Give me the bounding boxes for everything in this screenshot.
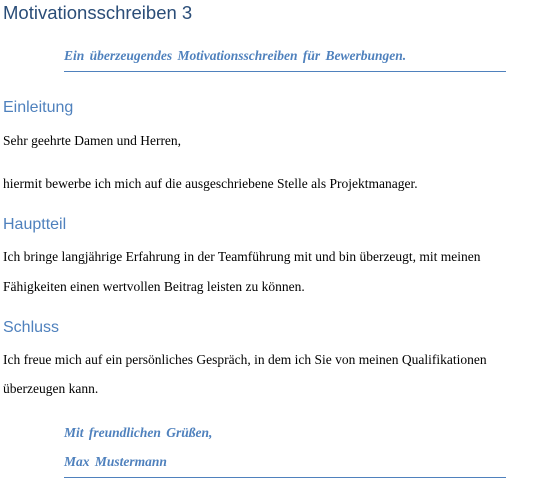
document-title: Motivationsschreiben 3 bbox=[3, 2, 193, 23]
salutation-text: Sehr geehrte Damen und Herren, bbox=[3, 133, 182, 148]
closing-paragraph-line-1: Ich freue mich auf ein persönliches Gespräch, in dem ich Sie von meinen Qualifikationen bbox=[3, 352, 487, 367]
subtitle-divider bbox=[64, 71, 506, 72]
signature-name: Max Mustermann bbox=[64, 454, 167, 469]
document-subtitle: Ein überzeugendes Motivationsschreiben für Bewerbungen. bbox=[64, 48, 407, 63]
intro-paragraph: hiermit bewerbe ich mich auf die ausgeschriebene Stelle als Projektmanager. bbox=[3, 176, 418, 191]
closing-greeting: Mit freundlichen Grüßen, bbox=[64, 425, 213, 440]
signature-divider bbox=[64, 477, 506, 478]
section-heading-hauptteil: Hauptteil bbox=[3, 216, 67, 233]
main-paragraph-line-2: Fähigkeiten einen wertvollen Beitrag leisten zu können. bbox=[3, 279, 305, 294]
section-heading-einleitung: Einleitung bbox=[3, 99, 74, 116]
section-heading-schluss: Schluss bbox=[3, 319, 60, 336]
main-paragraph-line-1: Ich bringe langjährige Erfahrung in der Teamführung mit und bin überzeugt, mit meinen bbox=[3, 249, 481, 264]
closing-paragraph-line-2: überzeugen kann. bbox=[3, 381, 99, 396]
